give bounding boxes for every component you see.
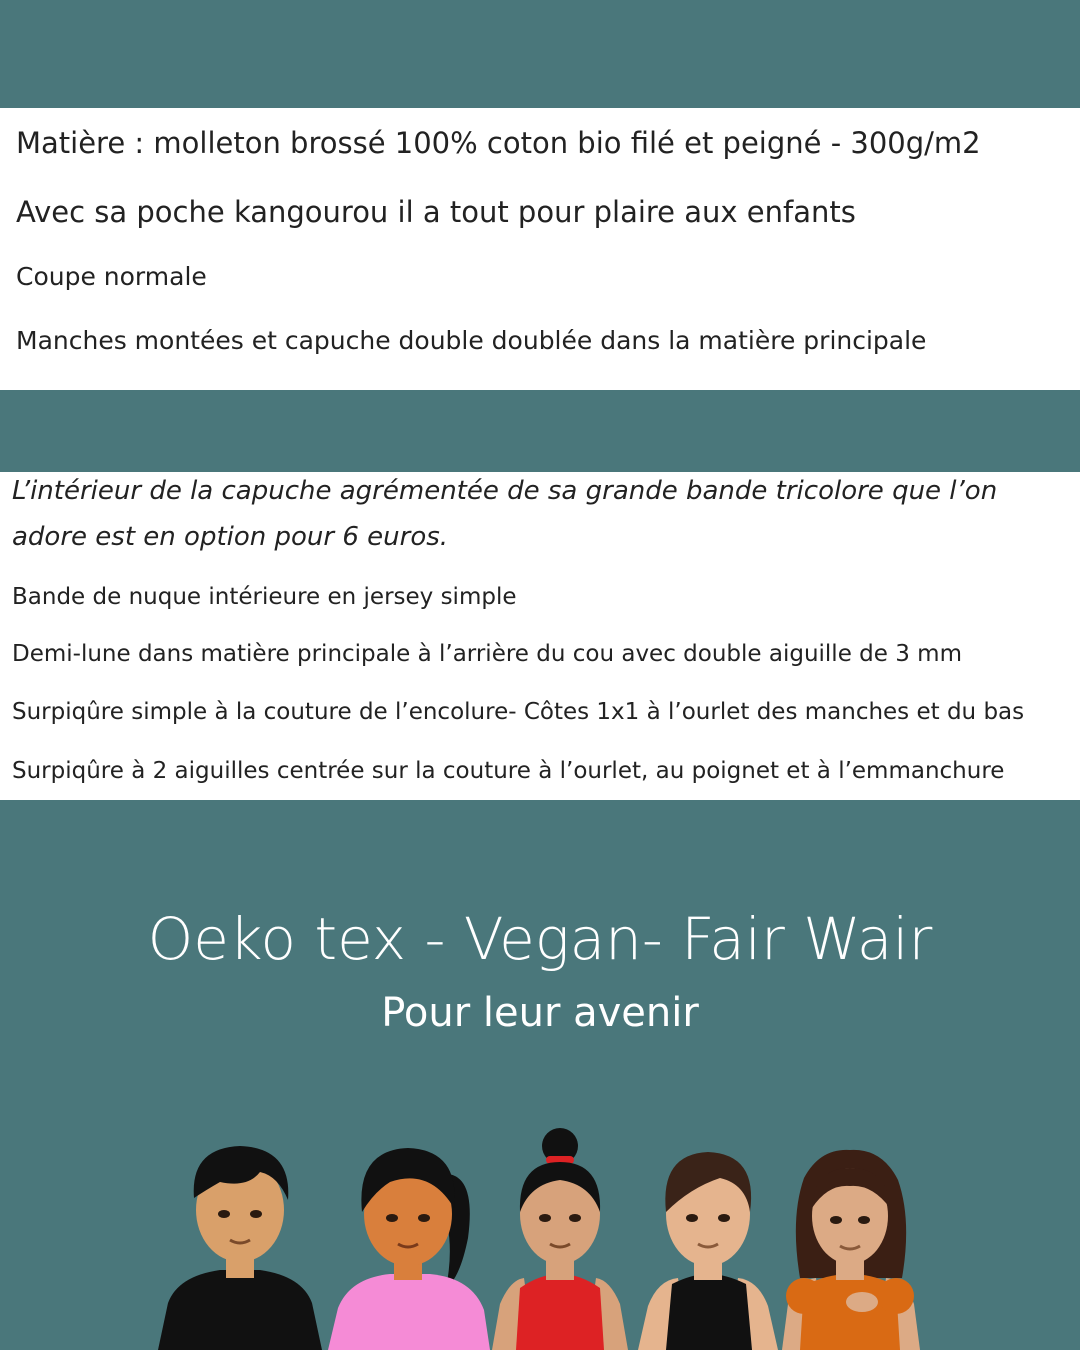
spec-half-moon: Demi-lune dans matière principale à l’arrière du cou avec double aiguille de 3 mm — [12, 641, 962, 667]
spec-neckline-stitch: Surpiqûre simple à la couture de l’encolure- Côtes 1x1 à l’ourlet des manches et du bas — [12, 699, 1025, 725]
child-boy-black-shirt — [158, 1146, 322, 1350]
spec-neck-band: Bande de nuque intérieure en jersey simple — [12, 584, 517, 610]
spec-kangaroo-pocket: Avec sa poche kangourou il a tout pour plaire aux enfants — [16, 195, 856, 229]
child-boy-black-tank — [638, 1152, 778, 1350]
child-girl-orange-dress — [782, 1150, 920, 1350]
children-illustration — [150, 1128, 930, 1350]
spec-material: Matière : molleton brossé 100% coton bio filé et peigné - 300g/m2 — [16, 126, 981, 160]
spec-double-needle: Surpiqûre à 2 aiguilles centrée sur la couture à l’ourlet, au poignet et à l’emmanchure — [12, 758, 1005, 784]
spec-fit: Coupe normale — [16, 262, 207, 291]
spec-panel-top — [0, 108, 1080, 390]
spec-panel-bottom — [0, 472, 1080, 800]
child-girl-pink-shirt — [328, 1148, 490, 1350]
certifications-tagline: Oeko tex - Vegan- Fair Wair — [147, 905, 933, 973]
future-subtitle: Pour leur avenir — [381, 990, 699, 1036]
child-girl-red-dress — [492, 1128, 628, 1350]
spec-sleeves-hood: Manches montées et capuche double doublée dans la matière principale — [16, 326, 927, 355]
hood-option-line-2: adore est en option pour 6 euros. — [12, 522, 449, 552]
hood-option-line-1: L’intérieur de la capuche agrémentée de sa grande bande tricolore que l’on — [12, 476, 998, 506]
